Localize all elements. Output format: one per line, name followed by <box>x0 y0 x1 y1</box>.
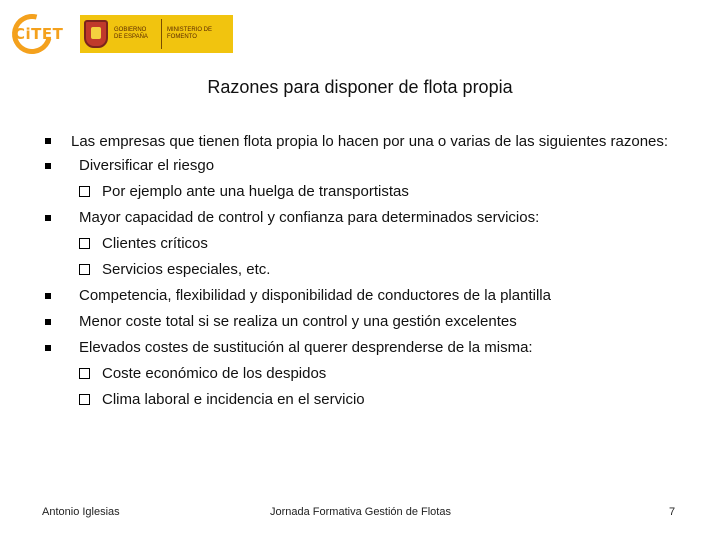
checkbox-bullet-icon <box>79 368 90 379</box>
checkbox-bullet-icon <box>79 238 90 249</box>
reason-item <box>40 283 680 309</box>
sub-reason-text: Coste económico de los despidos <box>102 365 327 382</box>
square-bullet-icon <box>45 345 51 351</box>
footer-author: Antonio Iglesias <box>42 506 120 518</box>
citet-logo <box>6 8 66 60</box>
reason-item <box>40 153 680 179</box>
square-bullet-icon <box>45 319 51 325</box>
sub-reason-item <box>40 361 680 387</box>
sub-reason-item <box>40 179 680 205</box>
reason-item <box>40 309 680 335</box>
sub-reason-text: Por ejemplo ante una huelga de transportistas <box>102 183 409 200</box>
checkbox-bullet-icon <box>79 394 90 405</box>
intro-text: Las empresas que tienen flota propia lo hacen por una o varias de las siguientes razones: <box>71 133 669 150</box>
reason-text: Elevados costes de sustitución al querer desprenderse de la misma: <box>79 339 533 356</box>
ministerio-fomento-text: MINISTERIO DE FOMENTO <box>167 27 213 40</box>
sub-reason-text: Clientes críticos <box>102 235 208 252</box>
sub-reason-item <box>40 257 680 283</box>
sub-reason-item <box>40 387 680 413</box>
reason-text: Competencia, flexibilidad y disponibilidad de conductores de la plantilla <box>79 287 551 304</box>
reason-text: Menor coste total si se realiza un control y una gestión excelentes <box>79 313 517 330</box>
square-bullet-icon <box>45 163 51 169</box>
sub-reason-text: Clima laboral e incidencia en el servicio <box>102 391 365 408</box>
ministerio-fomento-logo <box>80 15 233 53</box>
square-bullet-icon <box>45 138 51 144</box>
sub-reason-text: Servicios especiales, etc. <box>102 261 271 278</box>
citet-logo-text: CiTET <box>14 25 64 43</box>
checkbox-bullet-icon <box>79 264 90 275</box>
logo-divider <box>161 19 162 49</box>
reason-item <box>40 205 680 231</box>
reason-list <box>40 153 680 413</box>
page-number: 7 <box>669 506 676 518</box>
square-bullet-icon <box>45 293 51 299</box>
square-bullet-icon <box>45 215 51 221</box>
spain-coat-of-arms-icon <box>84 20 108 48</box>
reason-text: Mayor capacidad de control y confianza para determinados servicios: <box>79 209 540 226</box>
checkbox-bullet-icon <box>79 186 90 197</box>
slide-title: Razones para disponer de flota propia <box>207 77 513 97</box>
footer-event: Jornada Formativa Gestión de Flotas <box>270 506 451 518</box>
gobierno-espana-text: GOBIERNO DE ESPAÑA <box>114 27 148 40</box>
slide-content <box>40 130 680 413</box>
header-logos <box>6 8 233 60</box>
reason-item <box>40 335 680 361</box>
reason-text: Diversificar el riesgo <box>79 157 215 174</box>
intro-bullet <box>40 130 680 153</box>
sub-reason-item <box>40 231 680 257</box>
